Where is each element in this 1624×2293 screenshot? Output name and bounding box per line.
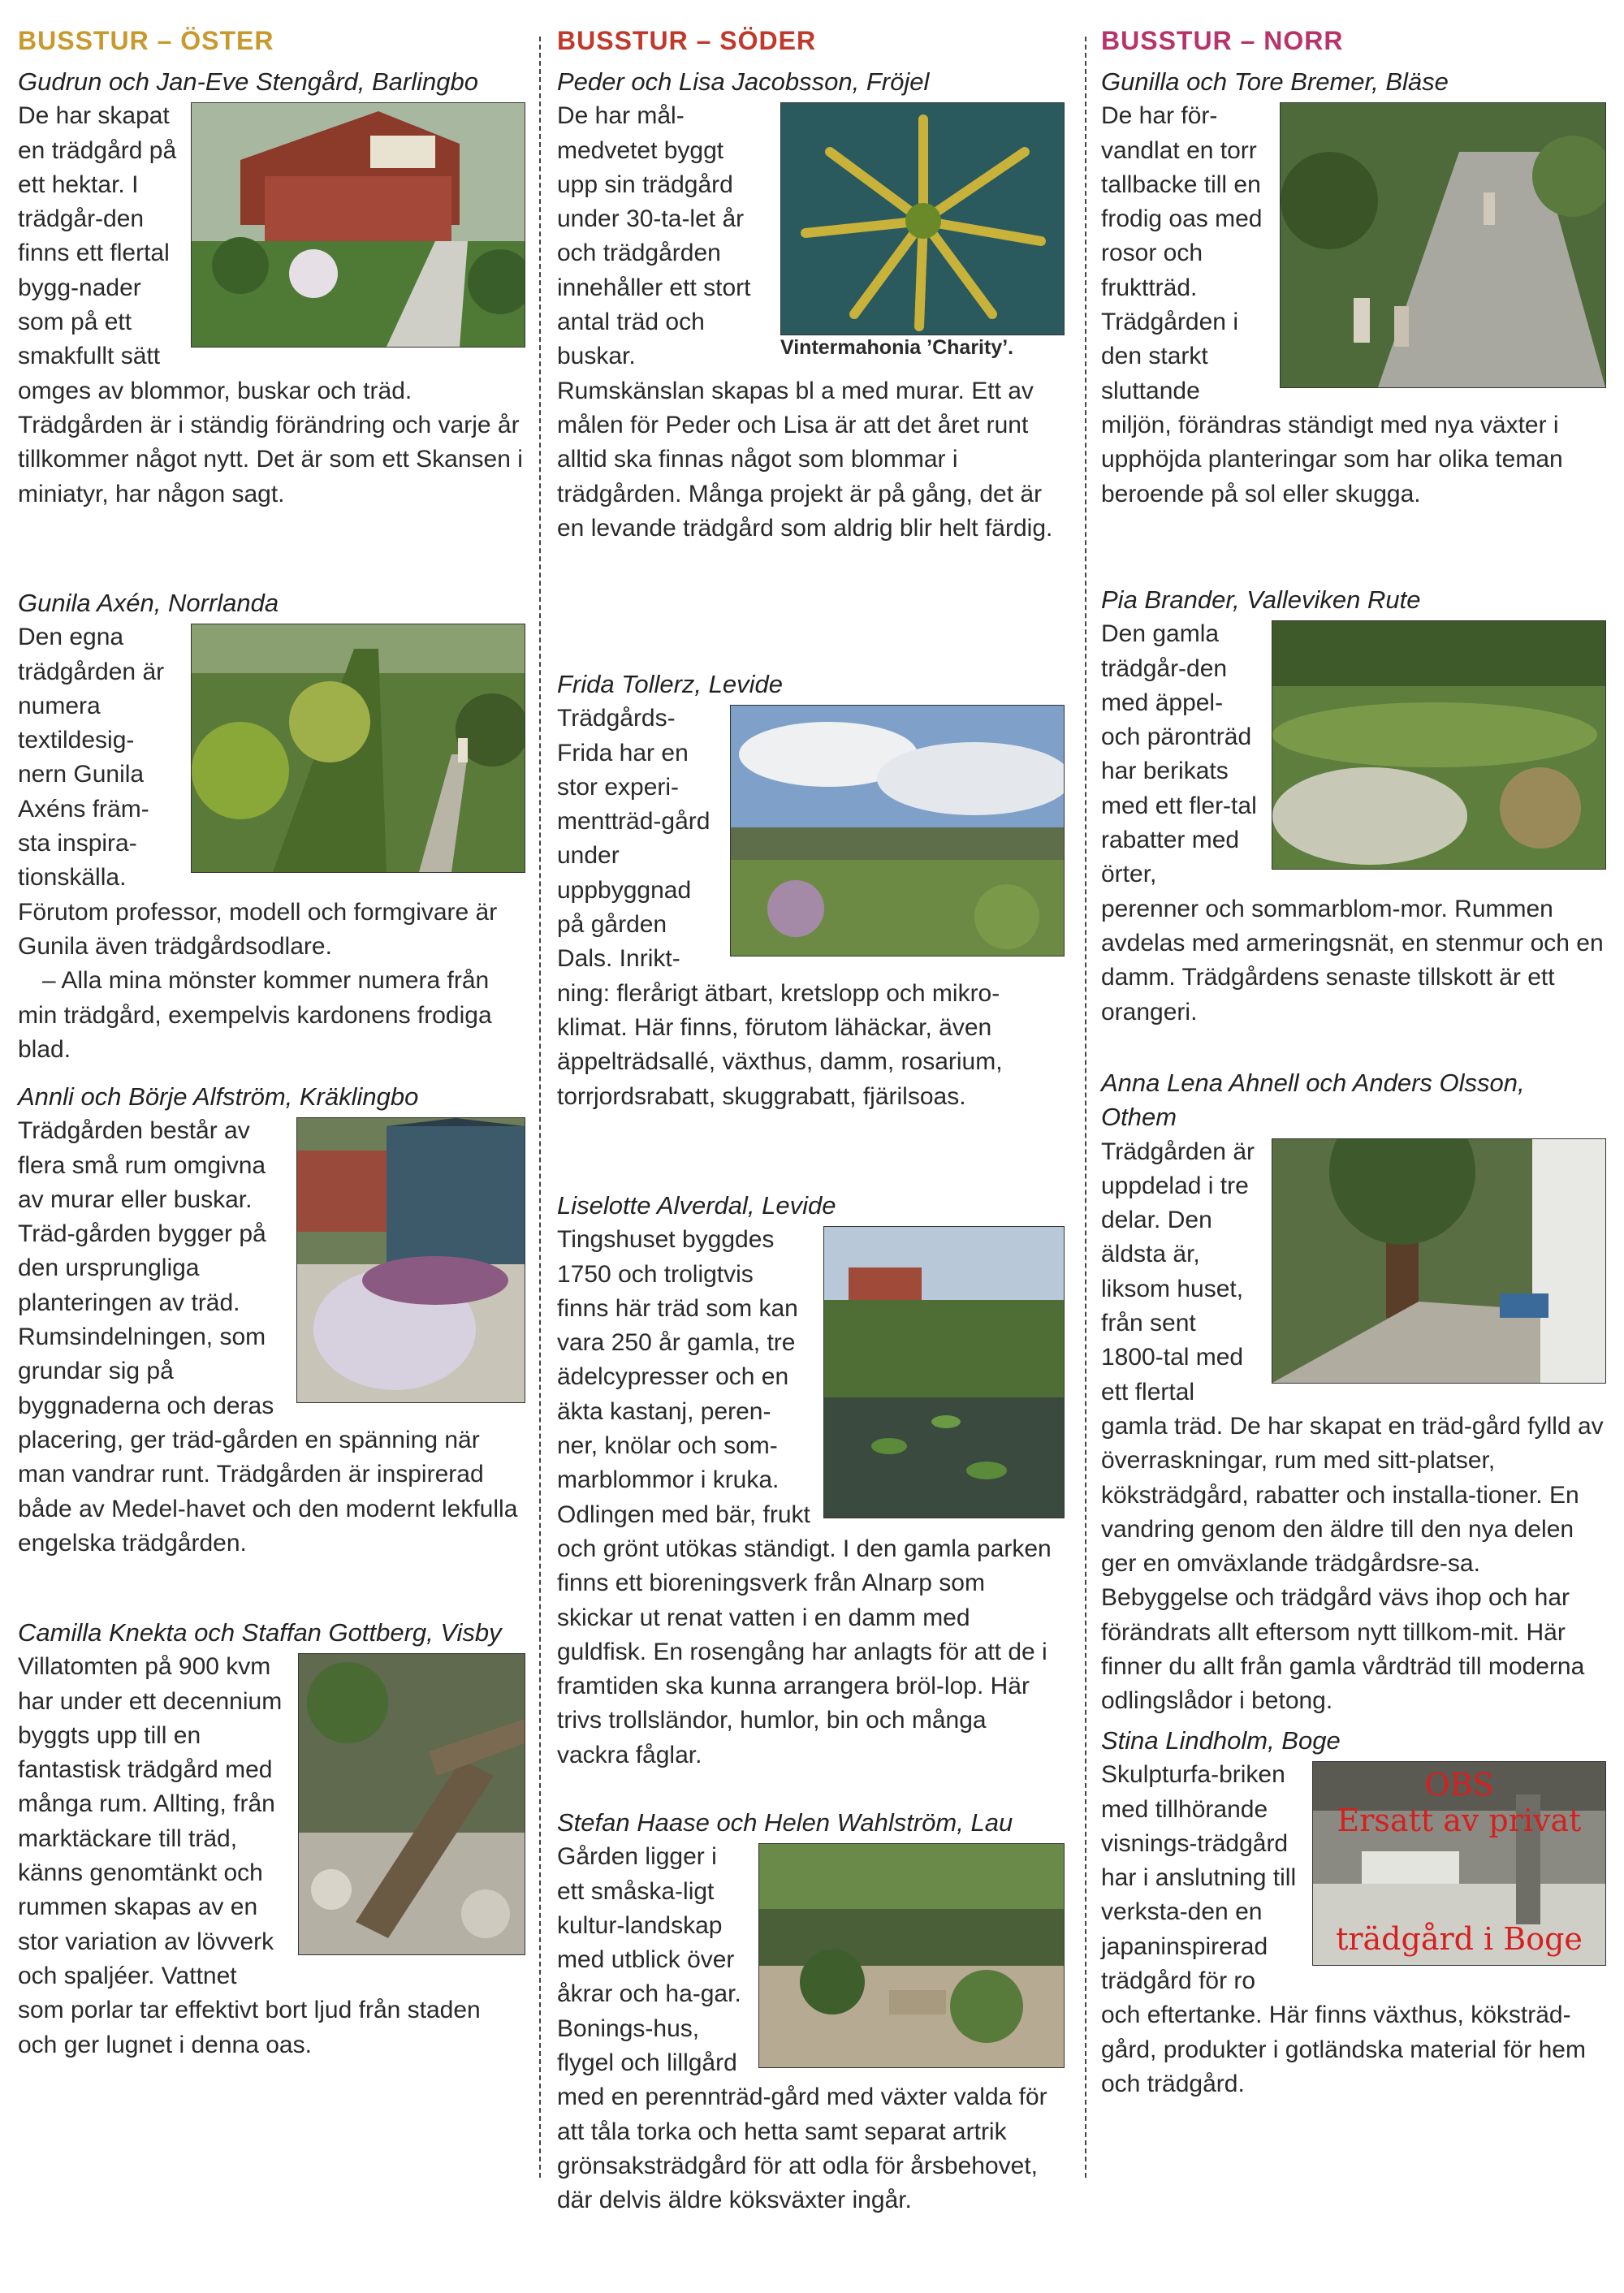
column-oster bbox=[18, 24, 525, 2135]
column-divider bbox=[539, 37, 541, 2178]
article-body: Trädgårds-Frida har en stor experi-mentträd-gård under uppbyggnad på gården Dals. Inrikt-ning: flerårigt ätbart, kretslopp och mikro-klimat. Här finns, förutom lähäckar, även äppelträdsallé, växthus, damm, rosarium, torrjordsrabatt, skuggrabatt, fjärilsoas. bbox=[557, 705, 1003, 1110]
article bbox=[1101, 65, 1606, 551]
photo-sculpture-workshop bbox=[1312, 1761, 1606, 1966]
article bbox=[1101, 1724, 1606, 2105]
article bbox=[1101, 583, 1606, 1034]
photo-garden-house bbox=[191, 102, 525, 348]
photo-block bbox=[780, 102, 1065, 360]
photo-stone-terrace bbox=[1280, 102, 1606, 388]
photo-meadow bbox=[730, 705, 1065, 956]
article-body: Tingshuset byggdes 1750 och troligtvis finns här träd som kan vara 250 år gamla, tre ädelcypresser och en äkta kastanj, peren-ner, knölar och som-marblommor i kruka. Odlingen med bär, frukt och grönt utökas ständigt. I den gamla parken finns ett bioreningsverk från Alnarp som skickar ut renat vatten i en damm med guldfisk. En rosengång har anlagts för att de i framtiden ska kunna arrangera bröl-lop. Här trivs trollsländor, humlor, bin och många vackra fåglar. bbox=[557, 1226, 1052, 1768]
article bbox=[18, 1616, 525, 2103]
photo-garden-path bbox=[191, 624, 525, 873]
article bbox=[557, 1806, 1065, 2261]
photo-greenhouse bbox=[296, 1117, 525, 1403]
article-title: Peder och Lisa Jacobsson, Fröjel bbox=[557, 67, 930, 96]
column-soder bbox=[557, 24, 1065, 2293]
article bbox=[18, 586, 525, 1063]
article bbox=[18, 65, 525, 554]
photo-caption: Vintermahonia ’Charity’. bbox=[780, 336, 1014, 360]
article-body: Den gamla trädgår-den med äppel- och päronträd har berikats med ett fler-tal rabatter med örter, perenner och sommarblom-mor. Rummen avdelas med armeringsnät, en stenmur och en damm. Trädgårdens senaste tillskott är ett orangeri. bbox=[1101, 620, 1604, 1026]
article-title: Annli och Börje Alfström, Kräklingbo bbox=[18, 1082, 419, 1111]
photo-gravel-garden bbox=[758, 1843, 1065, 2068]
article bbox=[557, 65, 1065, 635]
article-body: Villatomten på 900 kvm har under ett decennium byggts upp till en fantastisk trädgård med många rum. Allting, från marktäckare till träd, känns genomtänkt och rummen skapas av en stor variation av lövverk och spaljéer. Vattnet som porlar tar effektivt bort ljud från staden och ger lugnet i denna oas. bbox=[18, 1653, 481, 2058]
article-body: De har för-vandlat en torr tallbacke till en frodig oas med rosor och fruktträd. Trädgården i den starkt sluttande miljön, förändras ständigt med nya växter i upphöjda planteringar som har olika teman beroende på sol eller skugga. bbox=[1101, 102, 1563, 507]
article-body: Skulpturfa-briken med tillhörande visnings-trädgård har i anslutning till verksta-den en japaninspirerad trädgård för ro och eftertanke. Här finns växthus, köksträd-gård, produkter i gotländska material för hem och trädgård. bbox=[1101, 1761, 1586, 2097]
article-quote: – Alla mina mönster kommer numera från min trädgård, exempelvis kardonens frodiga blad. bbox=[18, 967, 492, 1063]
column-divider bbox=[1085, 37, 1086, 2178]
article-title: Anna Lena Ahnell och Anders Olsson, Othem bbox=[1101, 1069, 1525, 1132]
article-title: Gunilla och Tore Bremer, Bläse bbox=[1101, 67, 1449, 96]
section-header: BUSSTUR – NORR bbox=[1101, 26, 1344, 55]
article-body: De har mål-medvetet byggt upp sin trädgård under 30-ta-let år och trädgården innehåller ett stort antal träd och buskar. Rumskänslan skapas bl a med murar. Ett av målen för Peder och Lisa är att det året runt alltid ska finnas något som blommar i trädgården. Många projekt är på gång, det är en levande trädgård som aldrig blir helt färdig. bbox=[557, 102, 1053, 542]
article-title: Stefan Haase och Helen Wahlström, Lau bbox=[557, 1808, 1013, 1837]
article-body: Den egna trädgården är numera textildesig-nern Gunila Axéns främ-sta inspira-tionskälla. Förutom professor, modell och formgivare är Gunila även trädgårdsodlare. bbox=[18, 624, 498, 960]
article-title: Liselotte Alverdal, Levide bbox=[557, 1191, 836, 1220]
section-header: BUSSTUR – ÖSTER bbox=[18, 26, 274, 55]
article-body: Gården ligger i ett småska-ligt kultur-landskap med utblick över åkrar och ha-gar. Bonings-hus, flygel och lillgård med en perennträd-gård med växter valda för att tåla torka och hetta samt separat artrik grönsaksträdgård för att odla för årsbehovet, där delvis äldre köksväxter ingår. bbox=[557, 1843, 1047, 2214]
article-title: Frida Tollerz, Levide bbox=[557, 670, 783, 698]
overlay-line: trädgård i Boge bbox=[1336, 1921, 1583, 1958]
photo-old-tree bbox=[1272, 1138, 1606, 1384]
article-title: Gudrun och Jan-Eve Stengård, Barlingbo bbox=[18, 67, 478, 96]
article-title: Camilla Knekta och Staffan Gottberg, Visby bbox=[18, 1618, 502, 1647]
photo-mahonia bbox=[780, 102, 1065, 335]
article-title: Gunila Axén, Norrlanda bbox=[18, 589, 279, 617]
photo-lawn-beds bbox=[1272, 620, 1606, 870]
photo-wooden-bridge bbox=[298, 1653, 525, 1955]
article bbox=[557, 1189, 1065, 1773]
article-title: Pia Brander, Valleviken Rute bbox=[1101, 585, 1421, 614]
column-norr bbox=[1101, 24, 1606, 2138]
article-body: Trädgården är uppdelad i tre delar. Den äldsta är, liksom huset, från sent 1800-tal med ett flertal gamla träd. De har skapat en träd-gård fylld av överraskningar, rum med sitt-platser, köksträdgård, rabatter och installa-tioner. En vandring genom den äldre till den nya delen ger en omväxlande trädgårdsre-sa. Bebyggelse och trädgård vävs ihop och har förändrats allt eftersom nytt tillkom-mit. Här finner du allt från gamla vårdträd till moderna odlingslådor i betong. bbox=[1101, 1138, 1604, 1715]
article bbox=[557, 667, 1065, 1156]
article bbox=[18, 1080, 525, 1583]
article-body: De har skapat en trädgård på ett hektar. I trädgår-den finns ett flertal bygg-nader som på ett smakfullt sätt omges av blommor, buskar och träd. Trädgården är i ständig förändring och varje år tillkommer något nytt. Det är som ett Skansen i miniatyr, har någon sagt. bbox=[18, 102, 523, 507]
photo-pond bbox=[823, 1226, 1065, 1518]
article-body: Trädgården består av flera små rum omgivna av murar eller buskar. Träd-gården bygger på den ursprungliga planteringen av träd. Rumsindelningen, som grundar sig på byggnaderna och deras placering, ger träd-gården en spänning när man vandrar runt. Trädgården är inspirerad både av Medel-havet och den modernt lekfulla engelska trädgården. bbox=[18, 1117, 518, 1557]
article-title: Stina Lindholm, Boge bbox=[1101, 1726, 1341, 1755]
section-header: BUSSTUR – SÖDER bbox=[557, 26, 817, 55]
overlay-line: Ersatt av privat bbox=[1337, 1803, 1582, 1839]
article bbox=[1101, 1066, 1606, 1715]
overlay-line: OBS bbox=[1424, 1767, 1494, 1803]
